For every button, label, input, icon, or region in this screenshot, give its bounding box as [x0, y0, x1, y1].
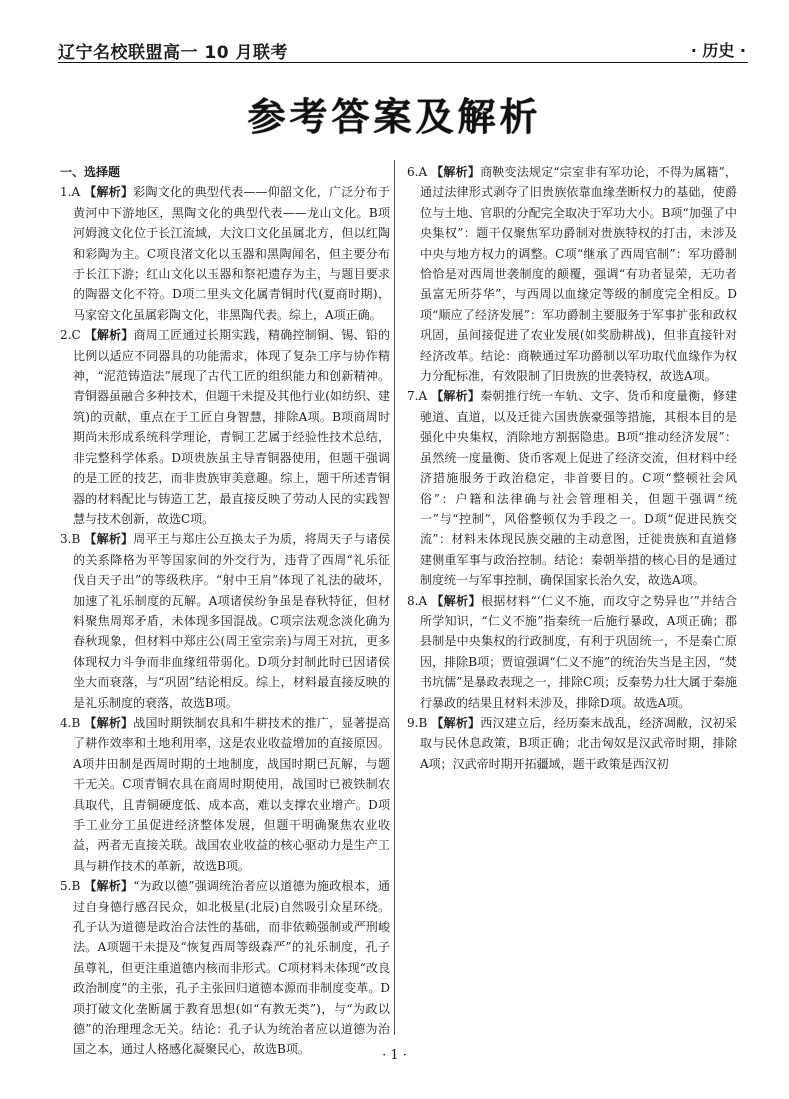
answer-item — [60, 182, 390, 325]
answer-text: 战国时期铁制农具和牛耕技术的推广，显著提高了耕作效率和土地利用率，这是农业收益增加的直接原因。A项井田制是西周时期的土地制度，战国时期已瓦解，与题干无关。C项青铜农具在商周时期使用，战国时已被铁制农具取代，且青铜硬度低、成本高，难以支撑农业增产。D项手工业分工虽促进经济整体发展，但题干明确聚焦农业收益，两者无直接关联。战国农业收益的核心驱动力是生产工具与耕作技术的革新，故选B项。 — [73, 715, 390, 873]
answer-text: 周平王与郑庄公互换太子为质，将周天子与诸侯的关系降格为平等国家间的外交行为，违背了西周“礼乐征伐自天子出”的等级秩序。“射中王肩”体现了礼法的破坏，加速了礼乐制度的瓦解。A项诸侯纷争虽是春秋特征，但材料聚焦周郑矛盾，未体现多国混战。C项宗法观念淡化确为春秋现象，但材料中郑庄公(周王室宗亲)与周王对抗，更多体现权力斗争而非血缘纽带弱化。D项分封制此时已因诸侯坐大而衰落，与“巩固”结论相反。综上，材料最直接反映的是礼乐制度的衰落，故选B项。 — [73, 532, 390, 710]
page-number: · 1 · — [382, 1048, 407, 1063]
analysis-tag: 【解析】 — [84, 879, 134, 894]
analysis-tag: 【解析】 — [431, 715, 481, 730]
section-heading: 一、选择题 — [60, 165, 121, 179]
answer-item — [60, 529, 390, 713]
answer-item — [60, 325, 390, 529]
analysis-tag: 【解析】 — [84, 532, 134, 547]
subject-label: · 历史 · — [690, 41, 746, 60]
answer-number: 4.B — [60, 715, 81, 730]
analysis-tag: 【解析】 — [84, 328, 134, 343]
analysis-tag: 【解析】 — [84, 715, 134, 730]
answer-text: 商鞅变法规定“宗室非有军功论，不得为属籍”，通过法律形式剥夺了旧贵族依靠血缘垄断权力的基础，使爵位与土地、官职的分配完全取决于军功大小。B项“加强了中央集权”：题干仅聚焦军功爵制对贵族特权的打击，未涉及中央与地方权力的调整。C项“继承了西周官制”：军功爵制恰恰是对西周世袭制度的颠覆，强调“有功者显荣，无功者虽富无所芬华”，与西周以血缘定等级的制度完全相反。D项“顺应了经济发展”：军功爵制主要服务于军事扩张和政权巩固，虽间接促进了农业发展(如奖励耕战)，但非直接针对经济改革。结论：商鞅通过军功爵制以军功取代血缘作为权力分配标准，有效限制了旧贵族的世袭特权，故选A项。 — [420, 165, 737, 384]
answer-text: 秦朝推行统一车轨、文字、货币和度量衡，修建驰道、直道，以及迁徙六国贵族豪强等措施，其根本目的是强化中央集权，消除地方割据隐患。B项“推动经济发展”：虽然统一度量衡、货币客观上促进了经济交流，但材料中经济措施服务于政治稳定，非首要目的。C项“整顿社会风俗”：户籍和法律确与社会管理相关，但题干强调“统一”与“控制”，风俗整顿仅为手段之一。D项“促进民族交流”：材料未体现民族交融的主动意图，迁徙贵族和直道修建侧重军事与政治控制。结论：秦朝举措的核心目的是通过制度统一与军事控制，确保国家长治久安，故选A项。 — [420, 389, 737, 588]
answer-number: 5.B — [60, 879, 81, 894]
analysis-tag: 【解析】 — [431, 593, 481, 608]
answer-text: 彩陶文化的典型代表——仰韶文化，广泛分布于黄河中下游地区，黑陶文化的典型代表——龙山文化。B项河姆渡文化位于长江流域，大汶口文化虽属北方，但以红陶和彩陶为主。C项良渚文化以玉器和黑陶闻名，但主要分布于长江下游；红山文化以玉器和祭祀遗存为主，与题目要求的陶器文化不符。D项二里头文化属青铜时代(夏商时期)，马家窑文化虽属彩陶文化，非黑陶代表。综上，A项正确。 — [73, 185, 390, 322]
analysis-tag: 【解析】 — [84, 185, 134, 200]
answer-number: 2.C — [60, 328, 81, 343]
answer-item — [407, 162, 737, 386]
answer-item — [407, 591, 737, 713]
answer-number: 8.A — [407, 593, 428, 608]
column-divider — [394, 160, 395, 1035]
answer-item — [407, 713, 737, 774]
answer-item — [60, 876, 390, 1060]
left-column — [60, 162, 390, 1060]
answer-text: 商周工匠通过长期实践，精确控制铜、锡、铅的比例以适应不同器具的功能需求，体现了复杂工序与协作精神，“泥范铸造法”展现了古代工匠的组织能力和创新精神。青铜器虽融合多种技术，但题干未提及其他行业(如纺织、建筑)的贡献，重点在于工匠自身智慧，排除A项。B项商周时期尚未形成系统科学理论，青铜工艺属于经验性技术总结，非完整科学体系。D项贵族虽主导青铜器使用，但题干强调的是工匠的技艺，而非贵族审美意趣。综上，题干所述青铜器的材料配比与铸造工艺，最直接反映了劳动人民的实践智慧与技术创新，故选C项。 — [73, 328, 390, 526]
answer-number: 1.A — [60, 185, 81, 200]
exam-name: 辽宁名校联盟高一 10 月联考 — [58, 43, 288, 63]
answer-item — [407, 386, 737, 590]
answer-number: 6.A — [407, 165, 428, 179]
analysis-tag: 【解析】 — [431, 165, 481, 179]
answer-number: 7.A — [407, 389, 428, 404]
answer-text: 西汉建立后，经历秦末战乱，经济凋敝，汉初采取与民休息政策，B项正确；北击匈奴是汉武帝时期，排除A项；汉武帝时期开拓疆域，题干政策是西汉初 — [420, 715, 737, 771]
answer-text: 根据材料“‘仁义不施，而攻守之势异也’”并结合所学知识，“仁义不施”指秦统一后施行暴政，A项正确；郡县制是中央集权的行政制度，有利于巩固统一，不是秦亡原因，排除B项；贾谊强调“仁义不施”的统治失当是主因，“焚书坑儒”是暴政表现之一，排除C项；反秦势力壮大属于秦施行暴政的结果且材料未涉及，排除D项。故选A项。 — [420, 593, 737, 710]
right-column — [407, 162, 737, 774]
answer-text: “为政以德”强调统治者应以道德为施政根本，通过自身德行感召民众，如北极星(北辰)自然吸引众星环绕。孔子认为道德是政治合法性的基础，而非依赖强制或严刑峻法。A项题干未提及“恢复西周等级森严”的礼乐制度，孔子虽尊礼，但更注重道德内核而非形式。C项材料未体现“改良政治制度”的主张，孔子主张回归道德本源而非制度变革。D项打破文化垄断属于教育思想(如“有教无类”)，与“为政以德”的治理理念无关。结论：孔子认为统治者应以道德为治国之本，通过人格感化凝聚民心，故选B项。 — [73, 879, 390, 1057]
answer-number: 9.B — [407, 715, 428, 730]
answer-number: 3.B — [60, 532, 81, 547]
page-header — [58, 28, 748, 63]
analysis-tag: 【解析】 — [431, 389, 481, 404]
page-title: 参考答案及解析 — [247, 95, 542, 139]
answer-item — [60, 713, 390, 876]
